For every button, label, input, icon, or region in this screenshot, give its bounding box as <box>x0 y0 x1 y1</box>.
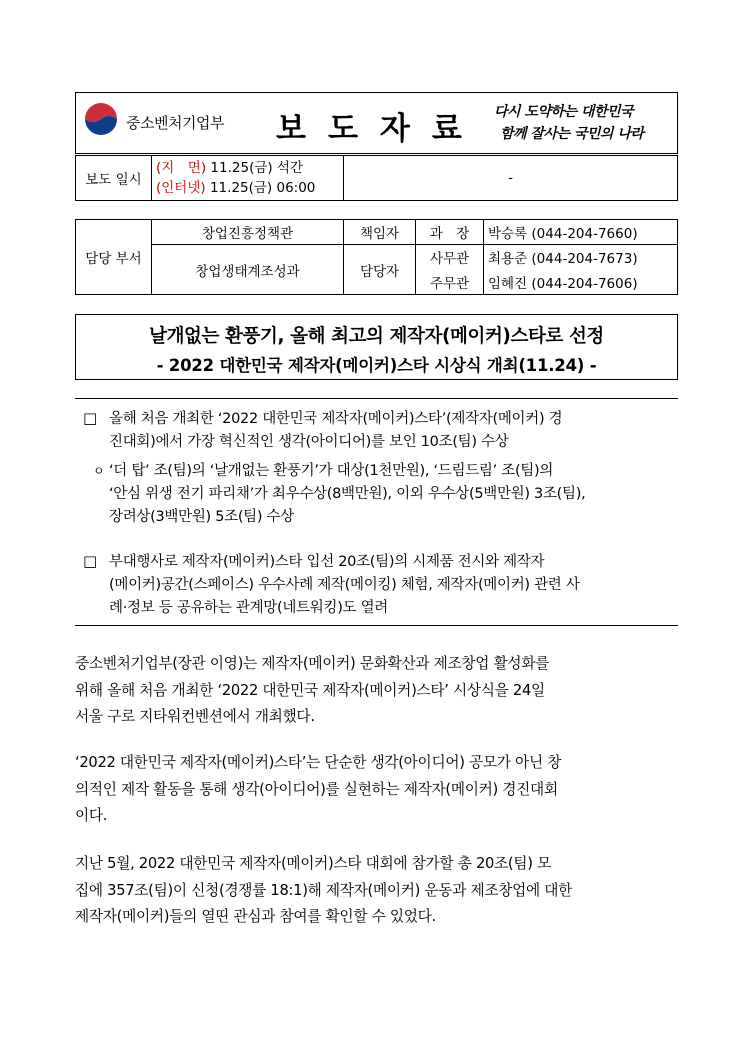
paragraph-line: 집에 357조(팀)이 신청(경쟁률 18:1)해 제작자(메이커) 운동과 제조창업에 대한 <box>75 881 573 899</box>
summary-item-1-line-1: 올해 처음 개최한 ‘2022 대한민국 제작자(메이커)스타’(제작자(메이커) 경 <box>109 411 563 427</box>
summary-item-3-line-1: 부대행사로 제작자(메이커)스타 입선 20조(팀)의 시제품 전시와 제작자 <box>109 554 545 570</box>
p2-name: 최용준 (044-204-7673) <box>484 245 678 270</box>
paragraph-line: ‘2022 대한민국 제작자(메이커)스타’는 단순한 생각(아이디어) 공모가 아닌 창 <box>75 754 562 771</box>
paragraph-line: 지난 5월, 2022 대한민국 제작자(메이커)스타 대회에 참가할 총 20조(팀) 모 <box>75 855 551 872</box>
web-label: (인터넷) <box>156 180 206 196</box>
paragraph-line: 의적인 제작 활동을 통해 생각(아이디어)를 실현하는 제작자(메이커) 경진대회 <box>75 780 558 798</box>
paragraph-line: 서울 구로 지타워컨벤션에서 개최했다. <box>75 708 315 725</box>
press-release-title: 보도자료 <box>276 111 484 147</box>
bullet-circle: ㅇ <box>93 464 105 478</box>
summary-item-3 <box>109 551 675 620</box>
paragraph-line: 위해 올해 처음 개최한 ‘2022 대한민국 제작자(메이커)스타’ 시상식을 24일 <box>75 681 545 699</box>
release-note: - <box>344 156 678 201</box>
bullet-square: □ <box>83 552 98 570</box>
paragraph-line: 이다. <box>75 807 108 824</box>
dept-1: 창업진흥정책관 <box>152 220 344 245</box>
summary-item-2-line-3: 장려상(3백만원) 5조(팀) 수상 <box>109 509 294 525</box>
summary-item-2-line-2: ‘안심 위생 전기 파리채’가 최우수상(8백만원), 이외 우수상(5백만원) 3조(팀), <box>109 486 586 502</box>
slogan-line-2: 함께 잘사는 국민의 나라 <box>500 126 644 142</box>
headline: 날개없는 환풍기, 올해 최고의 제작자(메이커)스타로 선정 <box>149 326 604 347</box>
press-header <box>75 92 678 154</box>
print-label: (지 면) <box>156 160 207 176</box>
print-time: 11.25(금) 석간 <box>210 160 304 176</box>
headline-box <box>75 314 678 380</box>
paragraph-line: 중소벤처기업부(장관 이영)는 제작자(메이커) 문화확산과 제조창업 활성화를 <box>75 655 550 672</box>
summary-item-3-line-2: (메이커)공간(스페이스) 우수사례 제작(메이킹) 체험, 제작자(메이커) 관련 사 <box>109 577 580 593</box>
dept-label: 담당 부서 <box>76 220 152 295</box>
slogan-line-1: 다시 도약하는 대한민국 <box>494 104 633 120</box>
slogan <box>494 101 643 145</box>
web-time: 11.25(금) 06:00 <box>209 180 316 196</box>
p3-title: 주무관 <box>416 270 484 295</box>
summary-item-2 <box>109 460 675 529</box>
government-emblem-icon <box>84 102 118 136</box>
paragraph-line: 제작자(메이커)들의 열띤 관심과 참여를 확인할 수 있었다. <box>75 908 436 925</box>
summary-item-3-line-3: 례·정보 등 공유하는 관계망(네트워킹)도 열려 <box>109 600 388 616</box>
summary-box <box>75 398 678 626</box>
release-times <box>152 156 344 201</box>
ministry-name: 중소벤처기업부 <box>126 114 224 132</box>
charge-label: 담당자 <box>344 245 416 295</box>
dept-2: 창업생태계조성과 <box>152 245 344 295</box>
contact-table <box>75 219 678 295</box>
responsible-label: 책임자 <box>344 220 416 245</box>
summary-item-2-line-1: ‘더 탑’ 조(팀)의 ‘날개없는 환풍기’가 대상(1천만원), ‘드림드림’ 조(팀)의 <box>109 463 554 479</box>
body-paragraph-3 <box>75 851 678 931</box>
summary-item-1 <box>109 408 675 454</box>
release-date-table <box>75 155 678 201</box>
p2-title: 사무관 <box>416 245 484 270</box>
p1-title: 과 장 <box>416 220 484 245</box>
body-paragraph-2 <box>75 750 678 830</box>
summary-item-1-line-2: 진대회)에서 가장 혁신적인 생각(아이디어)를 보인 10조(팀) 수상 <box>109 434 509 450</box>
bullet-square: □ <box>83 409 98 427</box>
p1-name: 박승록 (044-204-7660) <box>484 220 678 245</box>
p3-name: 임혜진 (044-204-7606) <box>484 270 678 295</box>
subheadline: - 2022 대한민국 제작자(메이커)스타 시상식 개최(11.24) - <box>156 356 597 375</box>
release-label: 보도 일시 <box>76 156 152 201</box>
body-paragraph-1 <box>75 651 678 731</box>
